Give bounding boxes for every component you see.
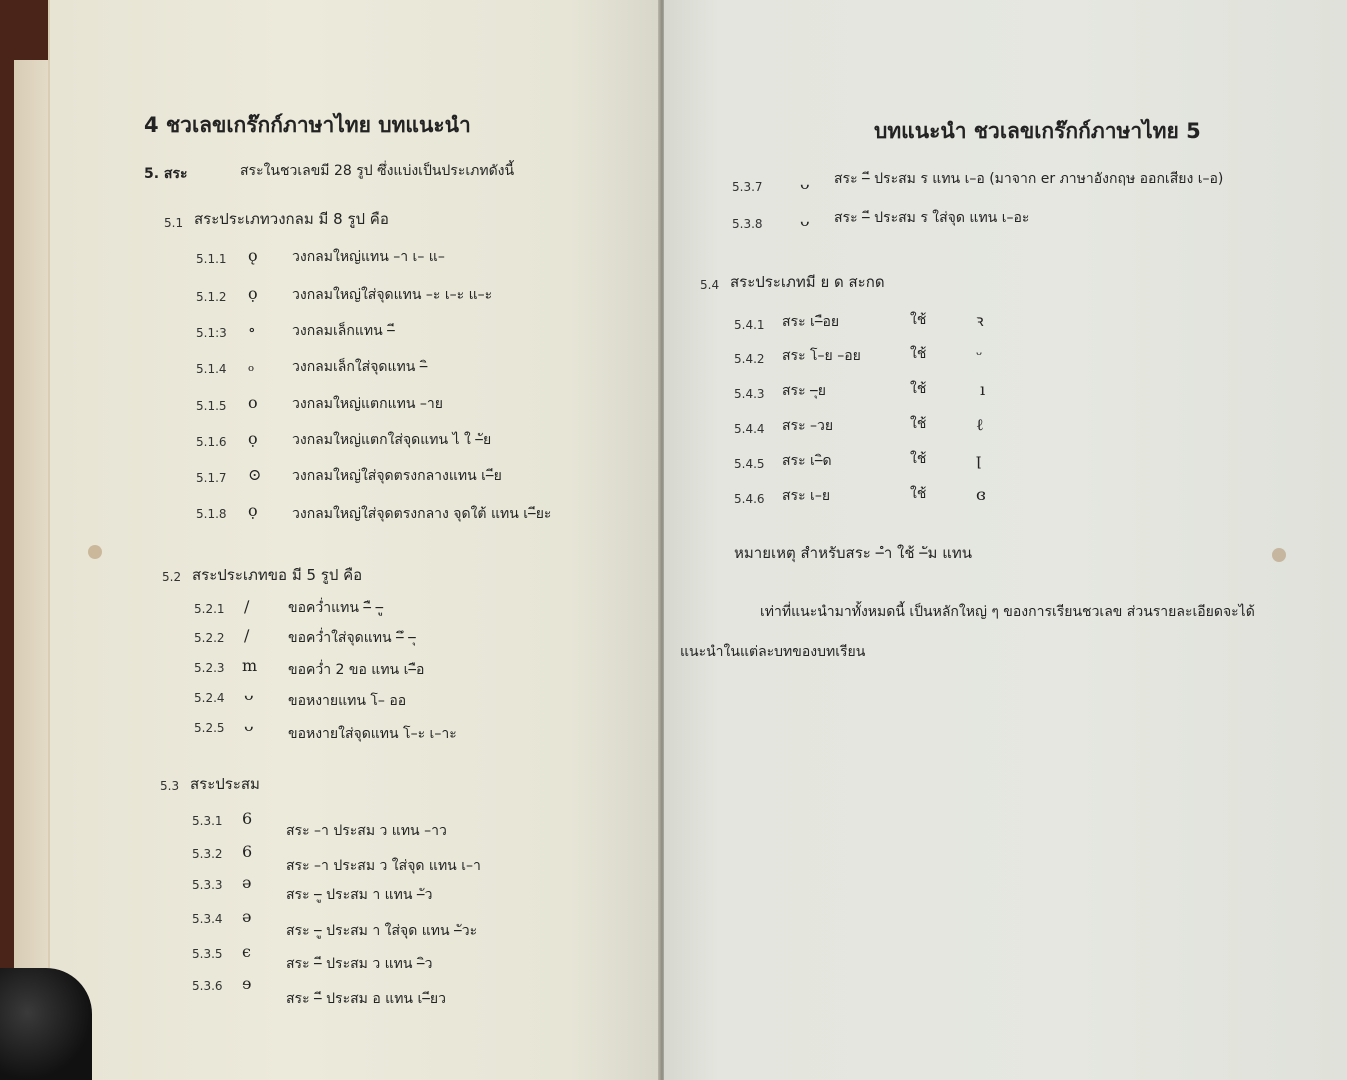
right-page [664, 0, 1347, 1080]
item-text: สระ –ู ประสม า ใส่จุด แทน –ัวะ [286, 923, 478, 939]
shorthand-symbol: ꝛ [976, 311, 984, 330]
section-5-1-title: สระประเภทวงกลม มี 8 รูป คือ [194, 210, 389, 228]
item-text: สระ –า ประสม ว ใส่จุด แทน เ–า [286, 858, 481, 874]
page-edge [14, 60, 50, 1080]
shorthand-symbol: ə [242, 873, 252, 892]
item-text: ขอหงายใส่จุดแทน โ–ะ เ–าะ [288, 726, 457, 742]
item-text: สระ –ู ประสม า แทน –ัว [286, 887, 433, 903]
item-text: วงกลมเล็กแทน –ี [292, 323, 395, 339]
item-number: 5.4.3 [734, 387, 765, 401]
item-number: 5.1.2 [196, 290, 227, 304]
item-number: 5.1.5 [196, 399, 227, 413]
shorthand-symbol: ə [242, 907, 252, 926]
item-number: 5.3.1 [192, 814, 223, 828]
item-number: 5.4.4 [734, 422, 765, 436]
shorthand-symbol: ɘ [242, 974, 252, 993]
note-text: หมายเหตุ สำหรับสระ –ำ ใช้ –ัม แทน [734, 544, 973, 562]
shorthand-symbol: ∕ [244, 597, 250, 616]
item-number: 5.1.7 [196, 471, 227, 485]
shorthand-symbol: o [248, 393, 258, 412]
use-label: ใช้ [910, 486, 927, 502]
item-number: 5.3.7 [732, 180, 763, 194]
item-number: 5.1.4 [196, 362, 227, 376]
item-number: 5.4.1 [734, 318, 765, 332]
item-number: 5.3.8 [732, 217, 763, 231]
shorthand-symbol: ǫ [248, 246, 258, 265]
item-text: ขอคว่ำ 2 ขอ แทน เ–ือ [288, 662, 425, 678]
item-number: 5.3.2 [192, 847, 223, 861]
item-number: 5.2.4 [194, 691, 225, 705]
paragraph-line-2: แนะนำในแต่ละบทของบทเรียน [680, 644, 866, 660]
item-text: วงกลมใหญ่ใส่จุดตรงกลางแทน เ–ีย [292, 468, 502, 484]
item-number: 5.2.1 [194, 602, 225, 616]
section-5-3-title: สระประสม [190, 775, 260, 793]
shorthand-symbol: ı [980, 380, 986, 399]
section-5-4-title: สระประเภทมี ย ด สะกด [730, 273, 885, 291]
section-5-number: 5. สระ [144, 166, 188, 182]
section-5-2-number: 5.2 [162, 570, 182, 584]
section-5-text: สระในชวเลขมี 28 รูป ซึ่งแบ่งเป็นประเภทดังนี้ [240, 163, 515, 179]
section-5-1-number: 5.1 [164, 216, 184, 230]
vowel-text: สระ เ–ือย [782, 314, 840, 330]
shorthand-symbol: ɞ [976, 485, 986, 504]
item-text: ขอคว่ำแทน –ื –ู [288, 600, 384, 616]
item-text: ขอหงายแทน โ– ออ [288, 693, 407, 709]
item-text: วงกลมใหญ่แตกใส่จุดแทน ไ ใ –ัย [292, 432, 492, 448]
use-label: ใช้ [910, 381, 927, 397]
shorthand-symbol: ọ [248, 284, 258, 303]
shorthand-symbol: ∕ [244, 626, 250, 645]
shorthand-symbol: ⊙ [248, 465, 262, 484]
left-page [48, 0, 662, 1080]
item-number: 5.3.6 [192, 979, 223, 993]
shorthand-symbol: ᴗ [244, 685, 254, 704]
item-number: 5.3.3 [192, 878, 223, 892]
section-5-3-number: 5.3 [160, 779, 180, 793]
vowel-text: สระ –ุย [782, 383, 826, 399]
item-number: 5.1.8 [196, 507, 227, 521]
paper-stain [88, 545, 102, 559]
item-number: 5.4.6 [734, 492, 765, 506]
item-number: 5.1.6 [196, 435, 227, 449]
right-page-header: บทแนะนำ ชวเลขเกร๊กก์ภาษาไทย 5 [874, 119, 1201, 143]
shorthand-symbol: ᴗ [800, 174, 810, 193]
shorthand-symbol: ᴗ [244, 716, 254, 735]
vowel-text: สระ เ–ิด [782, 453, 832, 469]
shorthand-symbol: ∘ [248, 320, 256, 339]
use-label: ใช้ [910, 451, 927, 467]
item-number: 5.4.5 [734, 457, 765, 471]
use-label: ใช้ [910, 416, 927, 432]
shorthand-symbol: ₒ [248, 356, 255, 375]
shorthand-symbol: 6 [242, 842, 253, 861]
vowel-text: สระ –วย [782, 418, 834, 434]
item-number: 5.2.5 [194, 721, 225, 735]
shorthand-symbol: ọ [248, 429, 258, 448]
shorthand-symbol: ọ [248, 501, 258, 520]
item-text: วงกลมใหญ่แทน –า เ– แ– [292, 249, 445, 265]
use-label: ใช้ [910, 346, 927, 362]
vowel-text: สระ โ–ย –อย [782, 348, 861, 364]
item-text: สระ –ี ประสม ว แทน –ิว [286, 956, 433, 972]
thumb-shadow [0, 968, 92, 1080]
item-text: สระ –า ประสม ว แทน –าว [286, 823, 447, 839]
shorthand-symbol: ꞁ [976, 450, 982, 469]
vowel-text: สระ เ–ย [782, 488, 831, 504]
item-number: 5.1.1 [196, 252, 227, 266]
item-text: วงกลมใหญ่ใส่จุดแทน –ะ เ–ะ แ–ะ [292, 287, 493, 303]
shorthand-symbol: ᴗ [800, 211, 810, 230]
paper-stain [1272, 548, 1286, 562]
item-number: 5.3.4 [192, 912, 223, 926]
item-number: 5.2.3 [194, 661, 225, 675]
item-text: สระ –ี ประสม ร แทน เ–อ (มาจาก er ภาษาอังกฤษ ออกเสียง เ–อ) [834, 171, 1224, 187]
item-text: ขอคว่ำใส่จุดแทน –ึ –ุ [288, 630, 416, 646]
item-text: สระ –ี ประสม ร ใส่จุด แทน เ–อะ [834, 210, 1030, 226]
item-number: 5.2.2 [194, 631, 225, 645]
item-text: วงกลมเล็กใส่จุดแทน –ิ [292, 359, 428, 375]
section-5-2-title: สระประเภทขอ มี 5 รูป คือ [192, 566, 363, 584]
item-text: สระ –ี ประสม อ แทน เ–ียว [286, 991, 446, 1007]
shorthand-symbol: ᵕ [976, 345, 983, 364]
item-number: 5.3.5 [192, 947, 223, 961]
use-label: ใช้ [910, 312, 927, 328]
shorthand-symbol: ℓ [976, 415, 984, 434]
shorthand-symbol: m [242, 656, 258, 675]
paragraph-line-1: เท่าที่แนะนำมาทั้งหมดนี้ เป็นหลักใหญ่ ๆ ของการเรียนชวเลข ส่วนรายละเอียดจะได้ [760, 604, 1255, 620]
item-number: 5.4.2 [734, 352, 765, 366]
shorthand-symbol: ϵ [242, 942, 251, 961]
shorthand-symbol: 6 [242, 809, 253, 828]
item-text: วงกลมใหญ่แตกแทน –าย [292, 396, 443, 412]
left-page-header: 4 ชวเลขเกร๊กก์ภาษาไทย บทแนะนำ [144, 113, 471, 137]
item-number: 5.1:3 [196, 326, 227, 340]
section-5-4-number: 5.4 [700, 278, 720, 292]
item-text: วงกลมใหญ่ใส่จุดตรงกลาง จุดใต้ แทน เ–ียะ [292, 506, 552, 522]
